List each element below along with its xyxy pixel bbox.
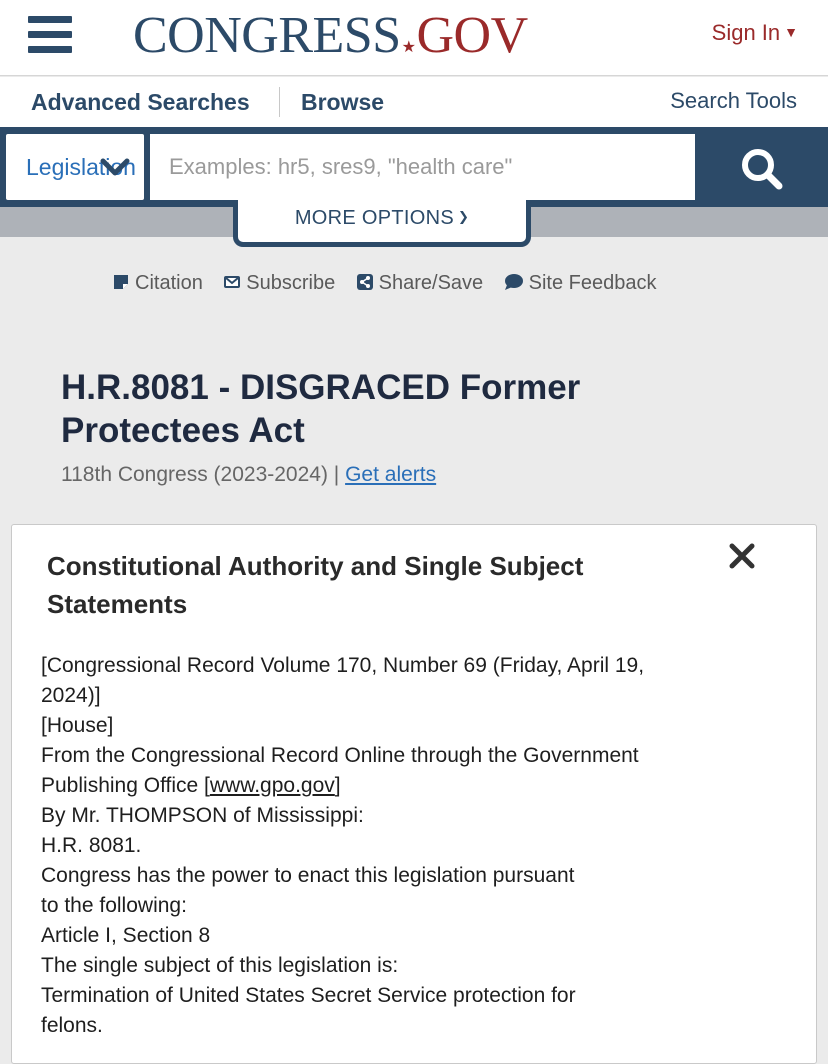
- chevron-down-icon: [100, 158, 130, 178]
- bill-meta: [61, 463, 436, 487]
- constitutional-authority-panel: [11, 524, 817, 1064]
- share-icon: [356, 273, 374, 291]
- gpo-link[interactable]: www.gpo.gov: [209, 774, 335, 797]
- congressional-record-text: [41, 651, 761, 1041]
- close-button[interactable]: [727, 541, 757, 571]
- close-icon: [727, 541, 757, 571]
- search-scope-select[interactable]: [6, 134, 144, 200]
- record-line: to the following:: [41, 894, 187, 917]
- record-line: The single subject of this legislation is:: [41, 954, 399, 977]
- chevron-down-icon: ❯: [457, 209, 470, 224]
- search-scope-value: Legislation: [26, 154, 136, 180]
- search-bar: [0, 127, 828, 207]
- secondary-nav: [0, 77, 828, 127]
- record-line: Congress has the power to enact this legislation pursuant: [41, 864, 575, 887]
- menu-icon[interactable]: [28, 16, 74, 54]
- record-line: [House]: [41, 714, 114, 737]
- panel-title: Constitutional Authority and Single Subject Statements: [47, 551, 584, 619]
- record-line: By Mr. THOMPSON of Mississippi:: [41, 804, 364, 827]
- share-save-link[interactable]: Share/Save: [356, 272, 484, 295]
- citation-link[interactable]: Citation: [112, 272, 203, 295]
- record-line: H.R. 8081.: [41, 834, 142, 857]
- subscribe-link[interactable]: Subscribe: [223, 272, 335, 295]
- more-options-button[interactable]: MORE OPTIONS ❯: [233, 200, 531, 247]
- speech-bubble-icon: [504, 273, 524, 291]
- caret-down-icon: ▼: [784, 24, 798, 40]
- envelope-icon: [223, 273, 241, 291]
- search-tools-link[interactable]: Search Tools: [670, 88, 797, 113]
- record-line: Publishing Office [www.gpo.gov]: [41, 774, 341, 797]
- search-button[interactable]: [697, 127, 828, 207]
- search-input[interactable]: [150, 134, 695, 200]
- nav-divider: [279, 87, 280, 117]
- search-icon: [740, 147, 784, 191]
- advanced-searches-link[interactable]: Advanced Searches: [31, 89, 250, 115]
- page-tools: [112, 272, 672, 300]
- citation-icon: [112, 273, 130, 291]
- site-header: [0, 0, 828, 76]
- congress-session: 118th Congress (2023-2024) |: [61, 463, 340, 486]
- sign-in-button[interactable]: Sign In ▼: [711, 20, 798, 45]
- record-line: From the Congressional Record Online through the Government: [41, 744, 639, 767]
- record-line: 2024)]: [41, 684, 101, 707]
- record-line: [Congressional Record Volume 170, Number 69 (Friday, April 19,: [41, 654, 645, 677]
- bill-title: H.R.8081 - DISGRACED Former Protectees Act: [61, 368, 581, 450]
- browse-link[interactable]: Browse: [301, 89, 385, 115]
- congress-gov-logo[interactable]: CONGRESS★GOV: [133, 7, 528, 64]
- logo-star-icon: ★: [401, 39, 416, 56]
- get-alerts-link[interactable]: Get alerts: [345, 463, 437, 486]
- record-line: Termination of United States Secret Service protection for: [41, 984, 576, 1007]
- record-line: felons.: [41, 1014, 103, 1037]
- site-feedback-link[interactable]: Site Feedback: [504, 272, 657, 295]
- record-line: Article I, Section 8: [41, 924, 211, 947]
